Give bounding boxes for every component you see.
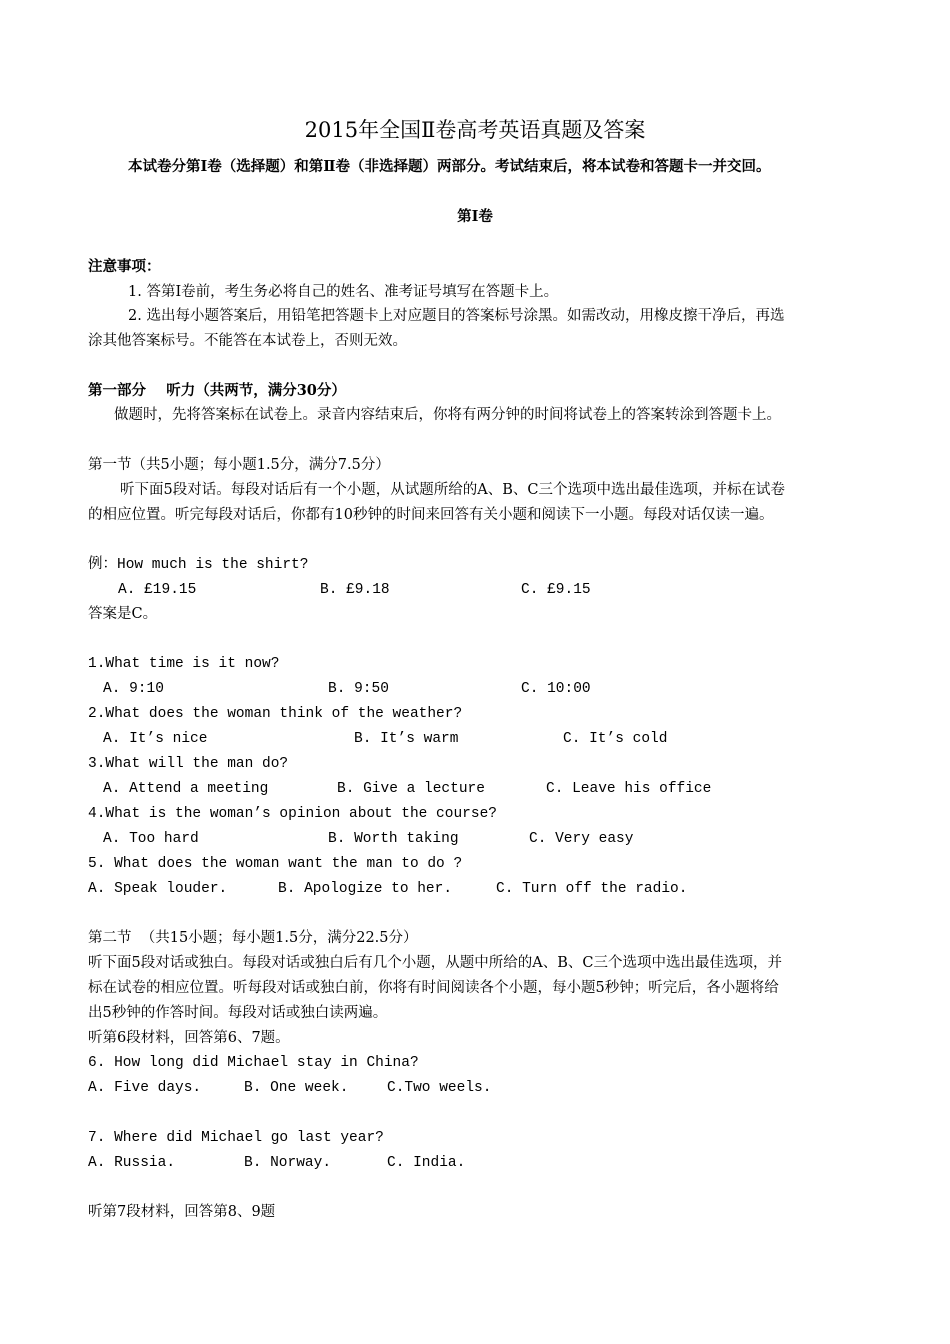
- question-5-option-c: C. Turn off the radio.: [496, 881, 688, 897]
- part1-instruction: 做题时，先将答案标在试卷上。录音内容结束后，你将有两分钟的时间将试卷上的答案转涂到答题卡上。: [114, 407, 781, 423]
- question-5-option-a: A. Speak louder.: [88, 881, 228, 897]
- example-option-b: B. £9.18: [320, 582, 390, 598]
- part1-heading: 第一部分 听力（共两节，满分30分）: [88, 382, 346, 399]
- page-title: 2015年全国Ⅱ卷高考英语真题及答案: [304, 118, 646, 142]
- question-7-option-c: C. India.: [387, 1155, 466, 1171]
- question-5: 5. What does the woman want the man to do ?: [88, 856, 463, 872]
- question-6-option-a: A. Five days.: [88, 1080, 202, 1096]
- question-2-option-c: C. It’s cold: [563, 731, 668, 747]
- notes-heading: 注意事项：: [88, 258, 161, 275]
- question-3-option-a: A. Attend a meeting: [103, 781, 269, 797]
- question-2-option-a: A. It’s nice: [103, 731, 208, 747]
- question-4-option-a: A. Too hard: [103, 831, 199, 847]
- section1-instruction-cont: 的相应位置。听完每段对话后，你都有10秒钟的时间来回答有关小题和阅读下一小题。每段对话仅读一遍。: [88, 507, 774, 523]
- question-1-option-c: C. 10:00: [521, 681, 591, 697]
- question-4-option-b: B. Worth taking: [328, 831, 459, 847]
- section2-heading: 第二节 （共15小题；每小题1.5分，满分22.5分）: [88, 930, 418, 946]
- question-6-option-c: C.Two weels.: [387, 1080, 492, 1096]
- question-3: 3.What will the man do?: [88, 756, 289, 772]
- example-answer: 答案是C。: [88, 606, 158, 622]
- section2-instruction-cont-2: 出5秒钟的作答时间。每段对话或独白读两遍。: [88, 1005, 388, 1021]
- question-1-option-a: A. 9:10: [103, 681, 164, 697]
- question-5-option-b: B. Apologize to her.: [278, 881, 453, 897]
- question-1: 1.What time is it now?: [88, 656, 280, 672]
- volume-title: 第Ⅰ卷: [457, 208, 493, 225]
- question-3-option-b: B. Give a lecture: [337, 781, 485, 797]
- example-option-a: A. £19.15: [118, 582, 197, 598]
- question-3-option-c: C. Leave his office: [546, 781, 712, 797]
- example-question: 例：How much is the shirt?: [88, 557, 309, 573]
- example-option-c: C. £9.15: [521, 582, 591, 598]
- question-4-option-c: C. Very easy: [529, 831, 634, 847]
- intro-text: 本试卷分第Ⅰ卷（选择题）和第Ⅱ卷（非选择题）两部分。考试结束后，将本试卷和答题卡一并交回。: [128, 158, 771, 175]
- notes-item-2: 2. 选出每小题答案后，用铅笔把答题卡上对应题目的答案标号涂黑。如需改动，用橡皮擦干净后，再选: [128, 308, 785, 324]
- question-2: 2.What does the woman think of the weather?: [88, 706, 463, 722]
- notes-item-1: 1. 答第Ⅰ卷前，考生务必将自己的姓名、准考证号填写在答题卡上。: [128, 284, 559, 300]
- question-7-option-b: B. Norway.: [244, 1155, 332, 1171]
- question-6: 6. How long did Michael stay in China?: [88, 1055, 419, 1071]
- notes-item-2-cont: 涂其他答案标号。不能答在本试卷上，否则无效。: [88, 333, 407, 349]
- question-4: 4.What is the woman’s opinion about the course?: [88, 806, 497, 822]
- section1-heading: 第一节（共5小题；每小题1.5分，满分7.5分）: [88, 457, 390, 473]
- material-6-label: 听第6段材料，回答第6、7题。: [88, 1030, 290, 1046]
- question-6-option-b: B. One week.: [244, 1080, 349, 1096]
- section2-instruction: 听下面5段对话或独白。每段对话或独白后有几个小题，从题中所给的A、B、C三个选项中选出最佳选项，并: [88, 955, 782, 971]
- question-1-option-b: B. 9:50: [328, 681, 389, 697]
- section1-instruction: 听下面5段对话。每段对话后有一个小题，从试题所给的A、B、C三个选项中选出最佳选项，并标在试卷: [120, 482, 785, 498]
- question-7: 7. Where did Michael go last year?: [88, 1130, 384, 1146]
- material-7-label: 听第7段材料，回答第8、9题: [88, 1204, 276, 1220]
- question-2-option-b: B. It’s warm: [354, 731, 459, 747]
- question-7-option-a: A. Russia.: [88, 1155, 176, 1171]
- section2-instruction-cont: 标在试卷的相应位置。听每段对话或独白前，你将有时间阅读各个小题，每小题5秒钟；听完后，各小题将给: [88, 980, 779, 996]
